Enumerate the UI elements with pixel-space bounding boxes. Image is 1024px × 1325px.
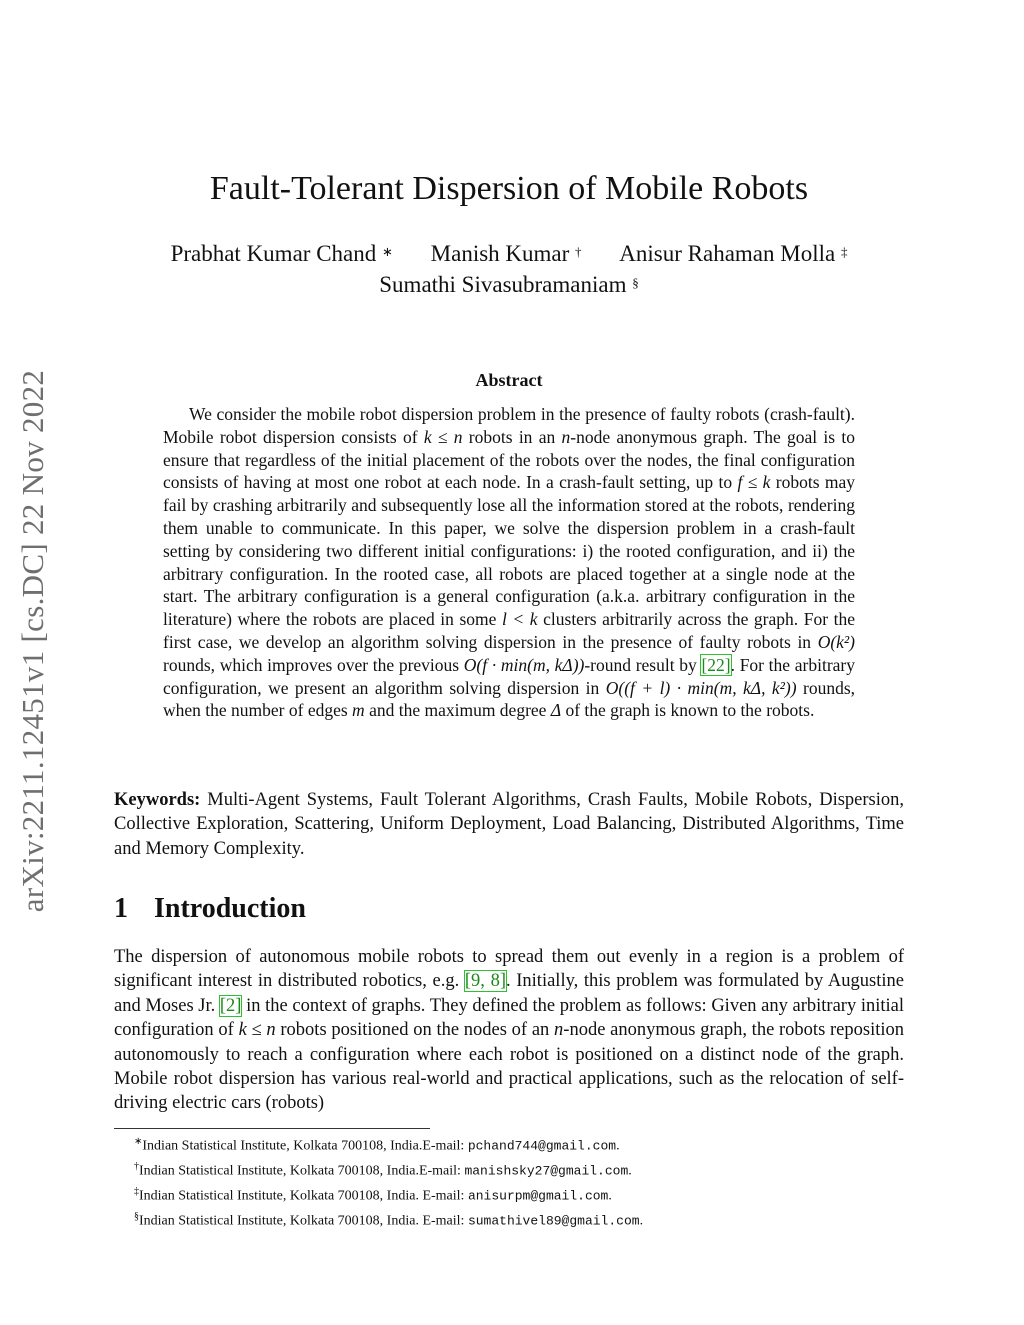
section-title: Introduction: [154, 893, 306, 924]
citation-link[interactable]: [9, 8]: [464, 971, 506, 992]
author-line-1: [114, 238, 904, 269]
email-link[interactable]: anisurpm@gmail.com: [467, 1188, 609, 1204]
author-list: [114, 238, 904, 300]
keywords: [114, 788, 904, 861]
footnotes: [114, 1132, 904, 1232]
abstract-body: We consider the mobile robot dispersion problem in the presence of faulty robots (crash-fault). Mobile robot dispersion consists of k ≤ n robots in an n-node anonymous graph. The goal is to ensure that regardless of the initial placement of the robots over the nodes, the final configuration consists of having at most one robot at each node. In a crash-fault setting, up to f ≤ k robots may fail by crashing arbitrarily and subsequently lose all the information stored at the robots, rendering them unable to communicate. In this paper, we solve the dispersion problem in a crash-fault setting by considering two different initial configurations: i) the rooted configuration, and ii) the arbitrary configuration. In the rooted case, all robots are placed together at a single node at the start. The arbitrary configuration is a general configuration (a.k.a. arbitrary configuration in the literature) where the robots are placed in some l < k clusters arbitrarily across the graph. For the first case, we develop an algorithm solving dispersion in the presence of faulty robots in O(k²) rounds, which improves over the previous O(f · min(m, kΔ))-round result by [22]. For the arbitrary configuration, we present an algorithm solving dispersion in O((f + l) · min(m, kΔ, k²)) rounds, when the number of edges m and the maximum degree Δ of the graph is known to the robots.: [163, 404, 856, 721]
email-link[interactable]: pchand744@gmail.com: [467, 1138, 617, 1154]
keywords-text: Multi-Agent Systems, Fault Tolerant Algorithms, Crash Faults, Mobile Robots, Dispersion, Collective Exploration, Scattering, Uniform Deployment, Load Balancing, Distributed Algorithms, Time and Memory Complexity.: [114, 790, 904, 859]
intro-paragraph: The dispersion of autonomous mobile robots to spread them out evenly in a region is a problem of significant interest in distributed robotics, e.g. [9, 8]. Initially, this problem was formulated by Augustine and Moses Jr. [2] in the context of graphs. They defined the problem as follows: Given any arbitrary initial configuration of k ≤ n robots positioned on the nodes of an n-node anonymous graph, the robots reposition autonomously to reach a configuration where each robot is positioned on a distinct node of the graph. Mobile robot dispersion has various real-world and practical applications, such as the relocation of self-driving electric cars (robots): [114, 947, 905, 1114]
footnote: ‡Indian Statistical Institute, Kolkata 700108, India. E-mail: anisurpm@gmail.com.: [134, 1186, 612, 1204]
paper-title: Fault-Tolerant Dispersion of Mobile Robots: [209, 170, 809, 207]
arxiv-stamp: [8, 346, 58, 936]
email-link[interactable]: sumathivel89@gmail.com: [467, 1213, 640, 1229]
citation-link[interactable]: [2]: [219, 995, 242, 1016]
email-link[interactable]: manishsky27@gmail.com: [464, 1163, 629, 1179]
keywords-label: Keywords:: [114, 790, 201, 810]
footnote-rule: [114, 1128, 430, 1129]
citation-link[interactable]: [22]: [701, 654, 731, 675]
abstract-heading: Abstract: [475, 370, 543, 390]
section-heading: [114, 893, 904, 925]
author: Manish Kumar †: [430, 241, 582, 266]
footnote: †Indian Statistical Institute, Kolkata 700108, India.E-mail: manishsky27@gmail.com.: [134, 1161, 632, 1179]
footnote: §Indian Statistical Institute, Kolkata 700108, India. E-mail: sumathivel89@gmail.com.: [134, 1211, 644, 1229]
author-line-2: [114, 269, 904, 300]
section-number: 1: [114, 893, 128, 924]
author: Anisur Rahaman Molla ‡: [619, 241, 848, 266]
author: Sumathi Sivasubramaniam §: [379, 272, 639, 297]
author: Prabhat Kumar Chand ∗: [170, 241, 393, 266]
arxiv-id: arXiv:2211.12451v1 [cs.DC] 22 Nov 2022: [15, 369, 50, 913]
footnote: ∗Indian Statistical Institute, Kolkata 700108, India.E-mail: pchand744@gmail.com.: [134, 1136, 620, 1154]
